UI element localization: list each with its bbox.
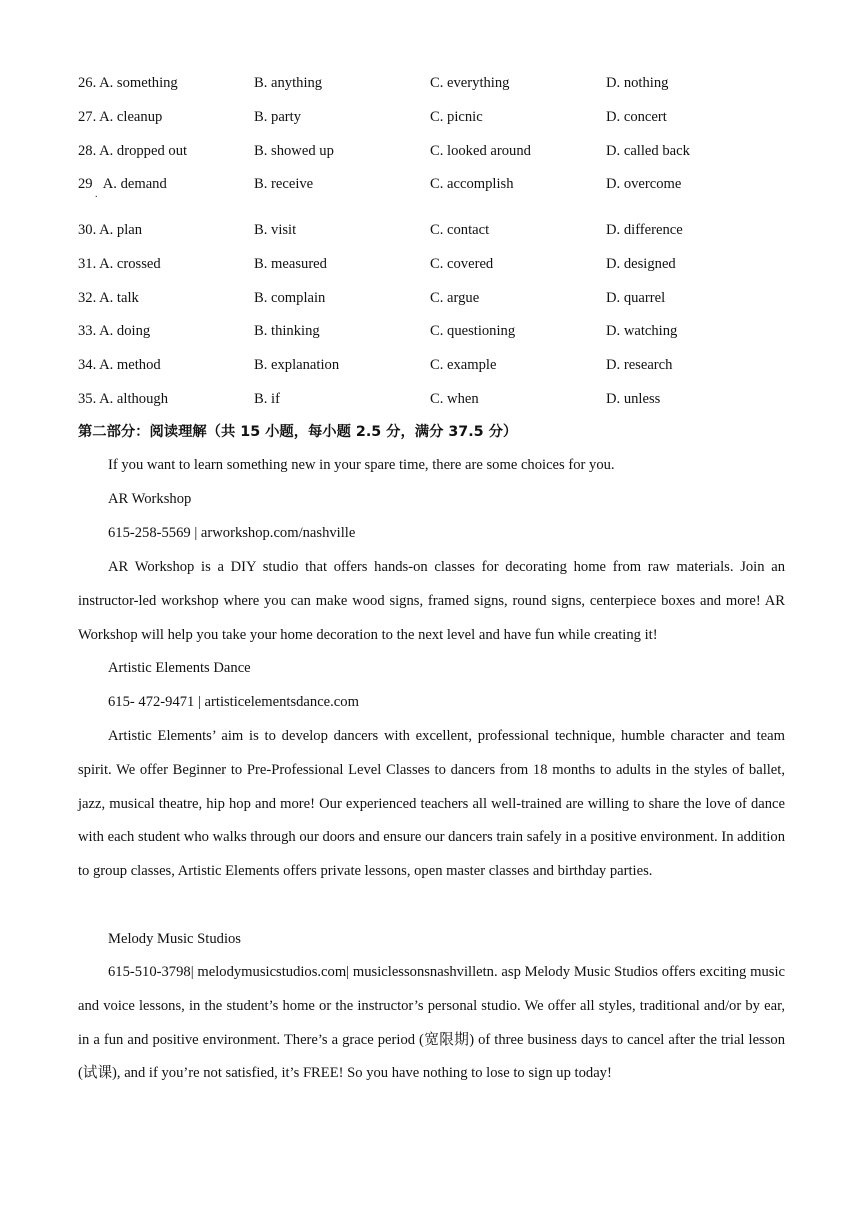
- option-d: D. called back: [606, 143, 690, 159]
- option-b: B. measured: [254, 256, 327, 272]
- option-c: C. when: [430, 391, 479, 407]
- option-d: D. research: [606, 357, 673, 373]
- option-c: C. looked around: [430, 143, 531, 159]
- option-c: C. contact: [430, 222, 490, 238]
- option-a: 33. A. doing: [78, 323, 151, 339]
- option-c: C. picnic: [430, 109, 483, 125]
- question-35-options: [0, 389, 860, 409]
- ar-workshop-description: AR Workshop is a DIY studio that offers hands-on classes for decorating home from raw materials. Join an instructor-led workshop where you can make wood signs, framed signs, round signs, centerpiece boxes and more! AR Workshop will help you take your home decoration to the next level and have fun while creating it!: [78, 559, 785, 643]
- option-a: 28. A. dropped out: [78, 143, 188, 159]
- question-30-options: [0, 220, 860, 240]
- question-34-options: [0, 355, 860, 375]
- ar-workshop-contact: 615-258-5569 | arworkshop.com/nashville: [108, 525, 356, 541]
- question-29-options: [0, 174, 860, 194]
- option-b: B. explanation: [254, 357, 340, 373]
- reading-intro: If you want to learn something new in your spare time, there are some choices for you.: [108, 457, 615, 473]
- section-heading: 第二部分：阅读理解（共 15 小题，每小题 2.5 分，满分 37.5 分）: [78, 424, 518, 440]
- option-c: C. accomplish: [430, 176, 514, 192]
- option-c: C. example: [430, 357, 497, 373]
- question-32-options: [0, 288, 860, 308]
- option-b: B. visit: [254, 222, 297, 238]
- option-b: B. thinking: [254, 323, 320, 339]
- option-a: 34. A. method: [78, 357, 161, 373]
- option-d: D. nothing: [606, 75, 669, 91]
- question-27-options: [0, 107, 860, 127]
- option-c: C. argue: [430, 290, 480, 306]
- melody-music-title: Melody Music Studios: [108, 931, 241, 947]
- option-a: 26. A. something: [78, 75, 178, 91]
- option-c: C. covered: [430, 256, 494, 272]
- question-29-stray-dot: .: [95, 189, 98, 200]
- option-d: D. concert: [606, 109, 667, 125]
- artistic-elements-contact: 615- 472-9471 | artisticelementsdance.com: [108, 694, 359, 710]
- option-b: B. if: [254, 391, 280, 407]
- question-33-options: [0, 321, 860, 341]
- option-a: 32. A. talk: [78, 290, 139, 306]
- option-c: C. questioning: [430, 323, 516, 339]
- option-d: D. designed: [606, 256, 676, 272]
- question-31-options: [0, 254, 860, 274]
- option-b: B. complain: [254, 290, 326, 306]
- option-d: D. difference: [606, 222, 683, 238]
- option-d: D. unless: [606, 391, 661, 407]
- option-a: 31. A. crossed: [78, 256, 161, 272]
- option-d: D. watching: [606, 323, 678, 339]
- option-a: 30. A. plan: [78, 222, 143, 238]
- option-b: B. showed up: [254, 143, 334, 159]
- option-a: 35. A. although: [78, 391, 168, 407]
- option-d: D. overcome: [606, 176, 682, 192]
- option-b: B. anything: [254, 75, 323, 91]
- artistic-elements-title: Artistic Elements Dance: [108, 660, 251, 676]
- option-b: B. party: [254, 109, 302, 125]
- option-c: C. everything: [430, 75, 510, 91]
- melody-music-description: 615-510-3798| melodymusicstudios.com| musiclessonsnashvilletn. asp Melody Music Studios offers exciting music and voice lessons, in the student’s home or the instructor’s personal studio. We offer all styles, traditional and/or by ear, in a fun and positive environment. There’s a grace period (宽限期) of three business days to cancel after the trial lesson (试课), and if you’re not satisfied, it’s FREE! So you have nothing to lose to sign up today!: [78, 964, 785, 1082]
- artistic-elements-description: Artistic Elements’ aim is to develop dancers with excellent, professional technique, humble character and team spirit. We offer Beginner to Pre-Professional Level Classes to dancers from 18 months to adults in the styles of ballet, jazz, musical theatre, hip hop and more! Our experienced teachers all well-trained are willing to share the love of dance with each student who walks through our doors and ensure our dancers train safely in a positive environment. In addition to group classes, Artistic Elements offers private lessons, open master classes and birthday parties.: [78, 728, 785, 880]
- question-26-options: [0, 73, 860, 93]
- option-a: 27. A. cleanup: [78, 109, 163, 125]
- option-d: D. quarrel: [606, 290, 666, 306]
- option-a: 29 A. demand: [78, 176, 167, 192]
- ar-workshop-title: AR Workshop: [108, 491, 192, 507]
- option-b: B. receive: [254, 176, 314, 192]
- question-28-options: [0, 141, 860, 161]
